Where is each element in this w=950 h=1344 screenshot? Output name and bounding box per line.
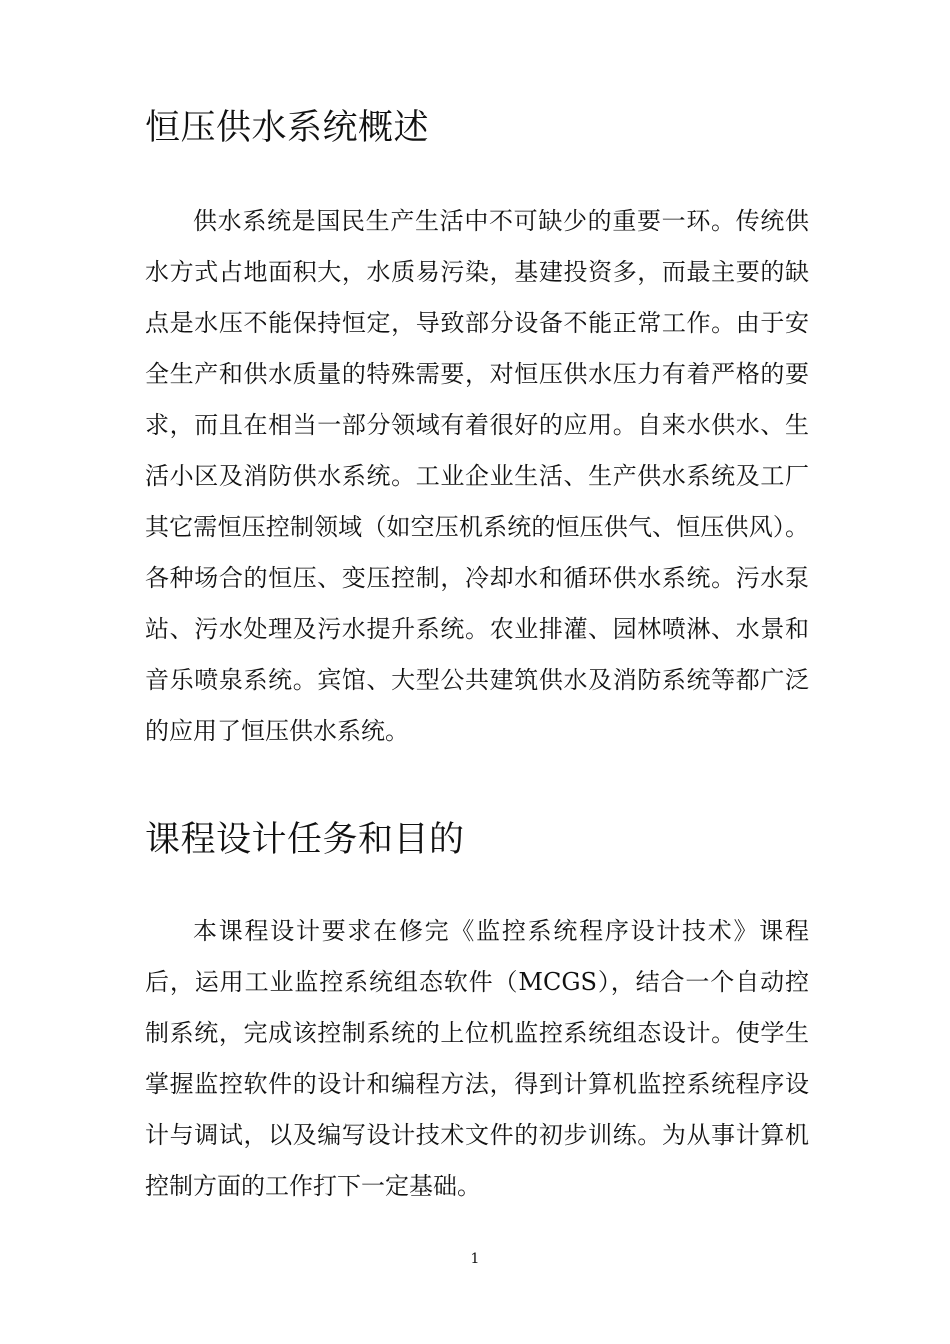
section-heading-overview: 恒压供水系统概述 [145,108,430,148]
section-paragraph-overview: 供水系统是国民生产生活中不可缺少的重要一环。传统供水方式占地面积大，水质易污染，基建投资多，而最主要的缺点是水压不能保持恒定，导致部分设备不能正常工作。由于安全生产和供水质量的特殊需要，对恒压供水压力有着严格的要求，而且在相当一部分领域有着很好的应用。自来水供水、生活小区及消防供水系统。工业企业生活、生产供水系统及工厂其它需恒压控制领域（如空压机系统的恒压供气、恒压供风）。各种场合的恒压、变压控制，冷却水和循环供水系统。污水泵站、污水处理及污水提升系统。农业排灌、园林喷淋、水景和音乐喷泉系统。宾馆、大型公共建筑供水及消防系统等都广泛的应用了恒压供水系统。 [145,207,809,745]
page-number: 1 [470,1251,480,1267]
section-paragraph-course-design: 本课程设计要求在修完《监控系统程序设计技术》课程后，运用工业监控系统组态软件（MCGS），结合一个自动控制系统，完成该控制系统的上位机监控系统组态设计。使学生掌握监控软件的设计和编程方法，得到计算机监控系统程序设计与调试，以及编写设计技术文件的初步训练。为从事计算机控制方面的工作打下一定基础。 [145,917,809,1200]
section-heading-course-design: 课程设计任务和目的 [145,820,465,860]
